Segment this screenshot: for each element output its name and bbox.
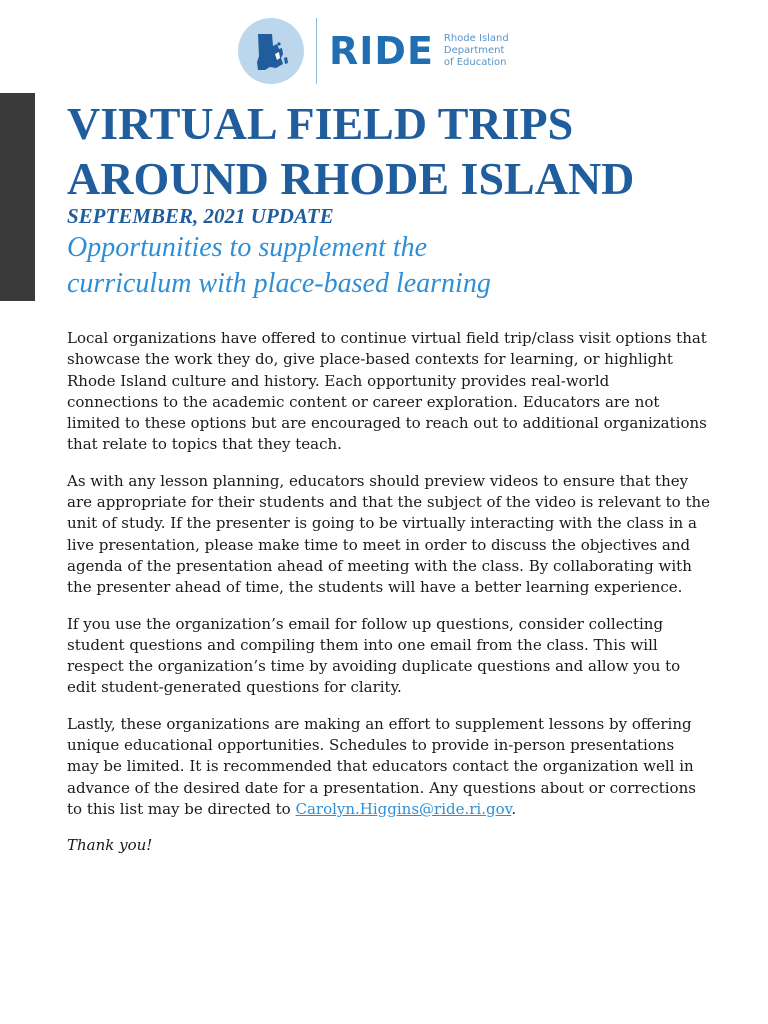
paragraph-line: agenda of the presentation ahead of meeting with the class. By collaborating with xyxy=(67,556,692,575)
closing-thank-you: Thank you! xyxy=(67,836,153,855)
tagline-line: Opportunities to supplement the xyxy=(67,232,428,263)
page-title xyxy=(67,96,757,206)
page-title-line: VIRTUAL FIELD TRIPS xyxy=(67,98,574,149)
paragraph-line-contact xyxy=(67,799,707,820)
paragraph-line: Lastly, these organizations are making an effort to supplement lessons by offering xyxy=(67,714,692,733)
paragraph-lastly xyxy=(67,714,707,820)
paragraph-line: limited to these options but are encouraged to reach out to additional organizations xyxy=(67,414,707,433)
paragraph-line: showcase the work they do, give place-based contexts for learning, or highlight xyxy=(67,350,673,369)
paragraph-line: student questions and compiling them into one email from the class. This will xyxy=(67,635,658,654)
paragraph-line: edit student-generated questions for clarity. xyxy=(67,678,402,697)
paragraph-lesson-planning xyxy=(67,471,711,599)
ride-logo xyxy=(238,16,509,86)
paragraph-line: advance of the desired date for a presentation. Any questions about or corrections xyxy=(67,778,696,797)
logo-wordmark: RIDE xyxy=(329,29,434,73)
paragraph-email-questions xyxy=(67,614,707,699)
logo-divider xyxy=(316,18,317,84)
tagline xyxy=(67,230,757,302)
paragraph-line: If you use the organization’s email for follow up questions, consider collecting xyxy=(67,614,664,633)
paragraph-line: that relate to topics that they teach. xyxy=(67,435,342,454)
paragraph-line: may be limited. It is recommended that educators contact the organization well in xyxy=(67,757,694,776)
paragraph-intro xyxy=(67,328,707,456)
update-date: SEPTEMBER, 2021 UPDATE xyxy=(67,204,334,228)
paragraph-line: connections to the academic content or career exploration. Educators are not xyxy=(67,392,660,411)
paragraph-line: unique educational opportunities. Schedules to provide in-person presentations xyxy=(67,736,675,755)
paragraph-line: Rhode Island culture and history. Each opportunity provides real-world xyxy=(67,371,610,390)
paragraph-line: are appropriate for their students and that the subject of the video is relevant to the xyxy=(67,493,711,512)
paragraph-line: respect the organization’s time by avoiding duplicate questions and allow you to xyxy=(67,657,681,676)
paragraph-line: unit of study. If the presenter is going to be virtually interacting with the class in a xyxy=(67,514,697,533)
logo-subtitle-line: Department xyxy=(443,45,505,56)
rhode-island-map-seal-icon xyxy=(238,18,304,84)
contact-email-link[interactable]: Carolyn.Higgins@ride.ri.gov xyxy=(295,799,512,818)
paragraph-line: live presentation, please make time to meet in order to discuss the objectives and xyxy=(67,535,691,554)
contact-suffix: . xyxy=(511,799,517,818)
tagline-line: curriculum with place-based learning xyxy=(67,268,491,299)
paragraph-line: Local organizations have offered to continue virtual field trip/class visit options that xyxy=(67,329,707,347)
body-text xyxy=(67,328,711,872)
page-title-line: AROUND RHODE ISLAND xyxy=(67,153,635,204)
logo-subtitle-line: Rhode Island xyxy=(443,33,509,44)
contact-prefix: to this list may be directed to xyxy=(67,799,296,818)
paragraph-line: As with any lesson planning, educators should preview videos to ensure that they xyxy=(67,471,689,490)
paragraph-line: the presenter ahead of time, the students will have a better learning experience. xyxy=(67,578,683,597)
logo-subtitle-line: of Education xyxy=(443,57,507,68)
logo-subtitle xyxy=(444,33,509,69)
side-accent-bar xyxy=(0,93,35,301)
